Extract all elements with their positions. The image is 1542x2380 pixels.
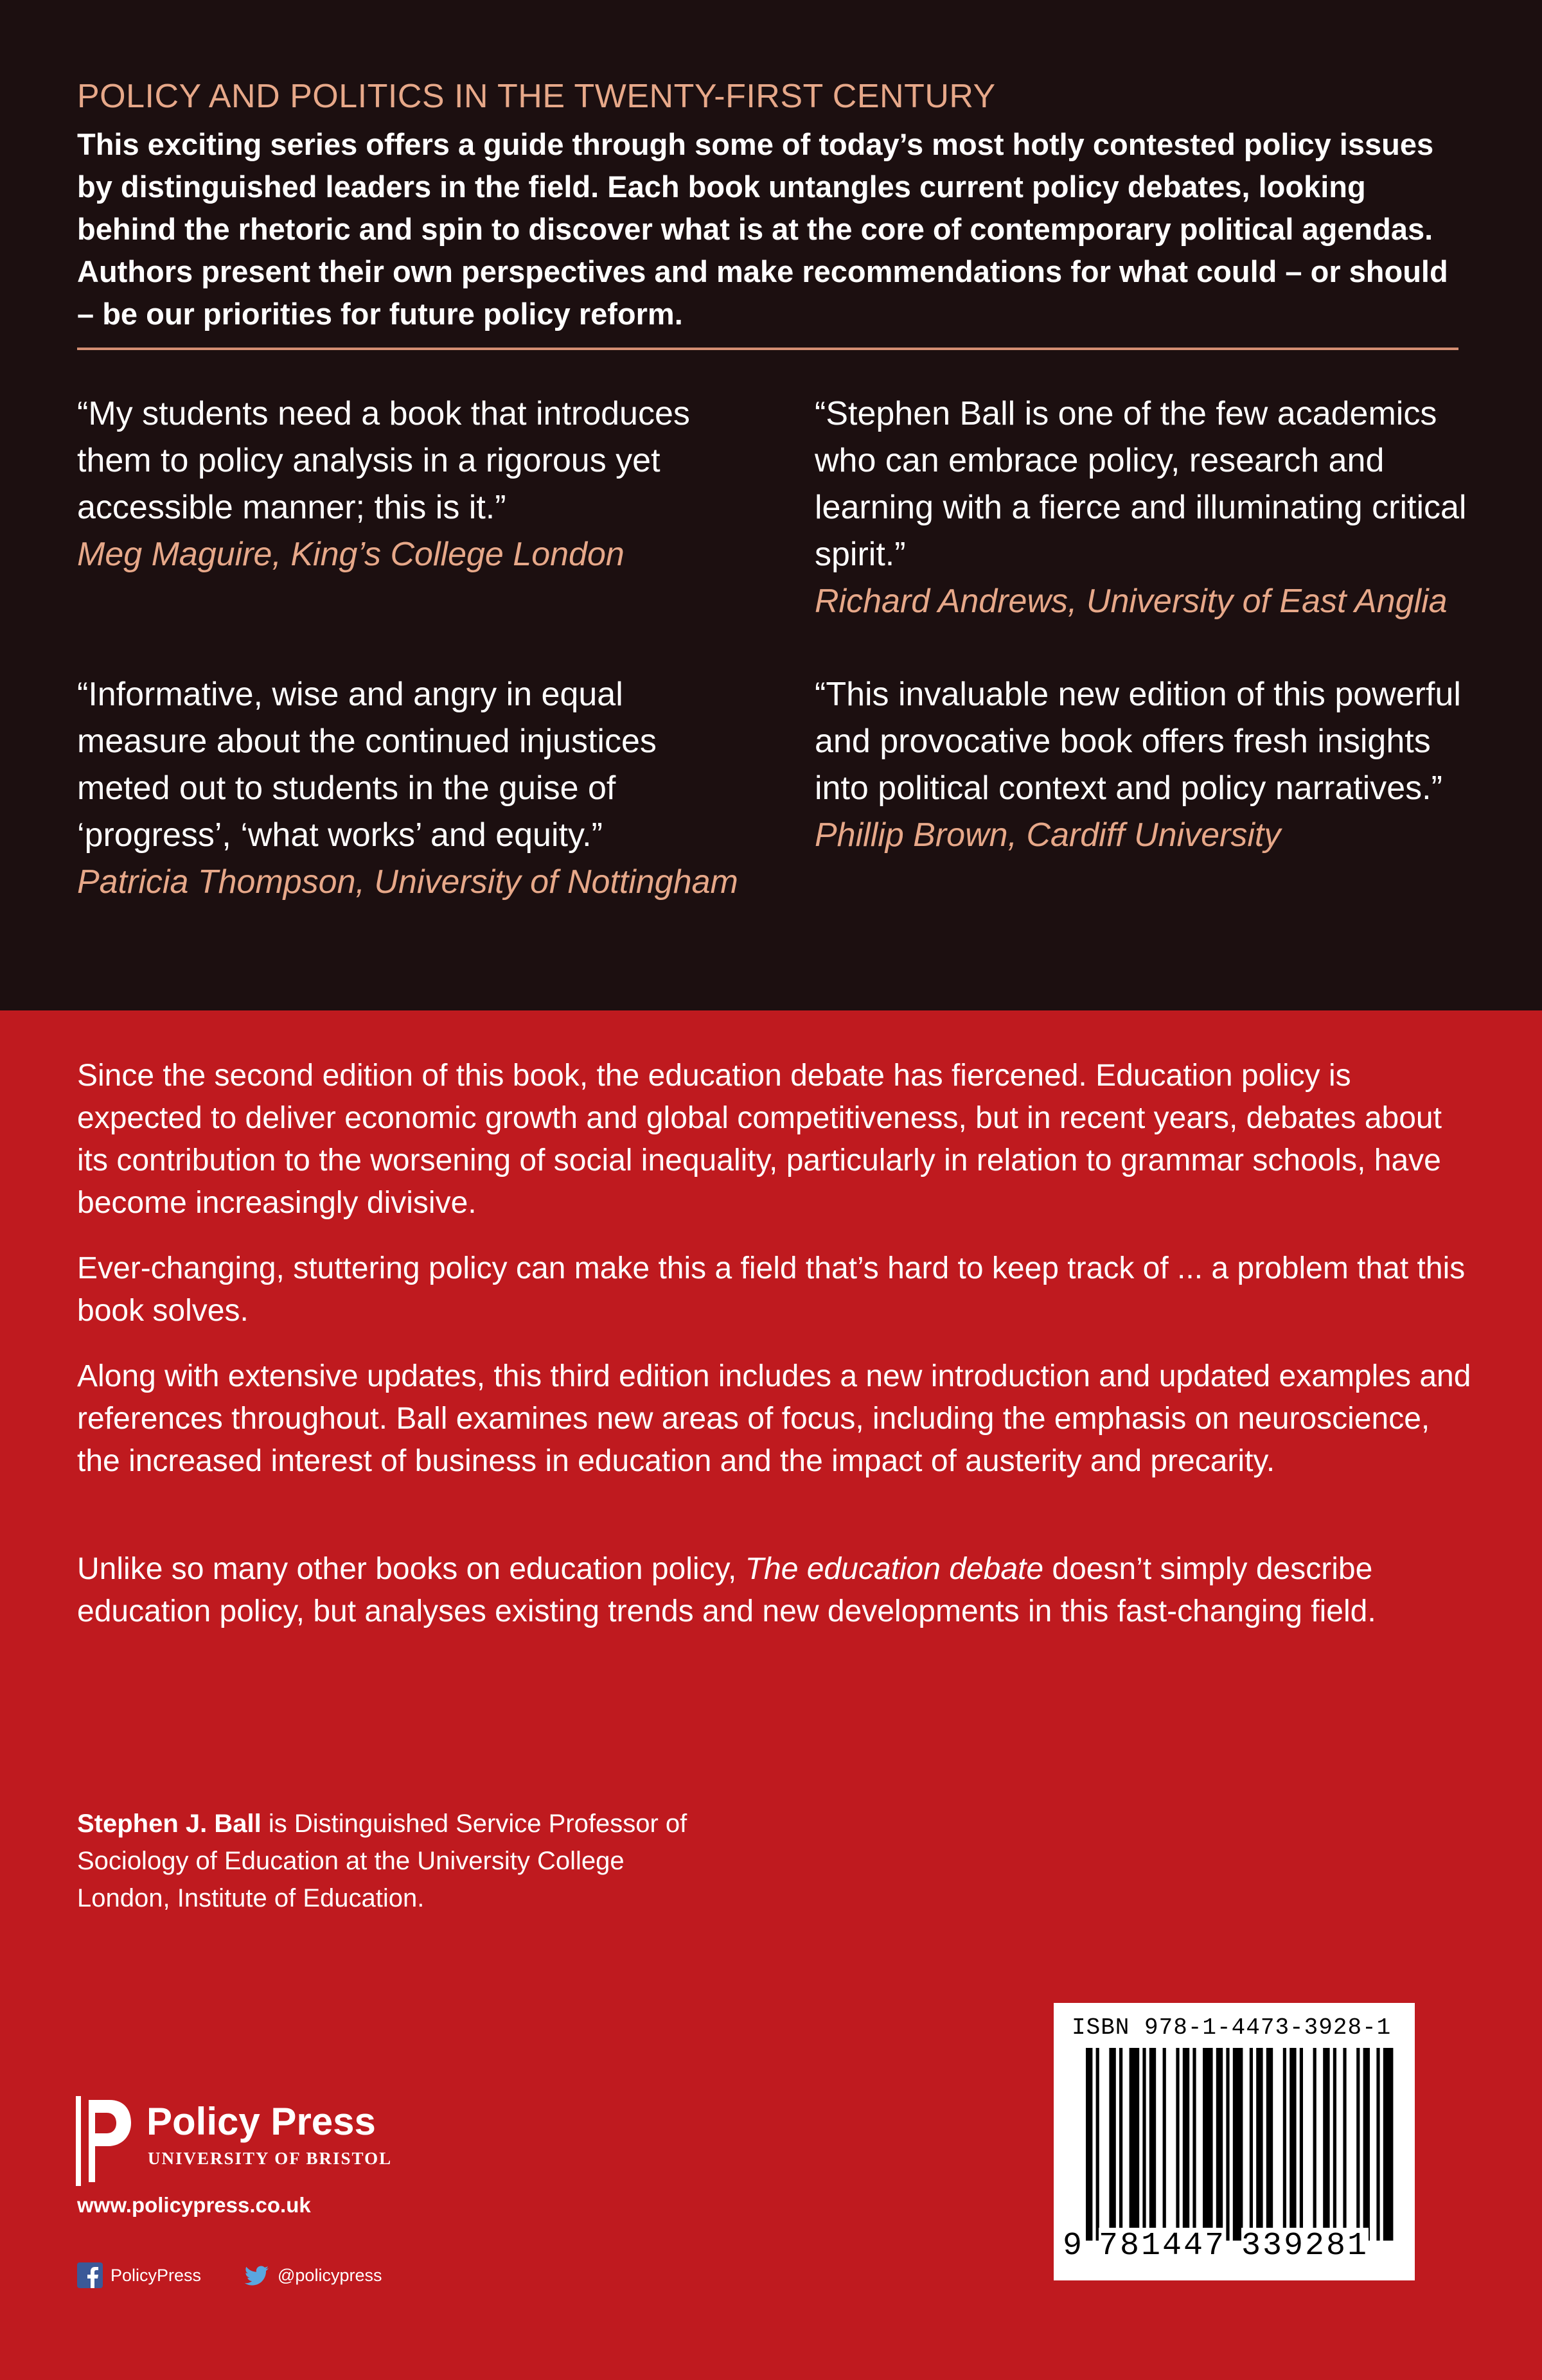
- twitter-link[interactable]: [244, 2261, 382, 2289]
- quote-text: “Stephen Ball is one of the few academics who can embrace policy, research and learning with a fierce and illuminating critical spirit.”: [815, 395, 1467, 573]
- barcode-bar: [1149, 2048, 1156, 2241]
- quote-text: “My students need a book that introduces them to policy analysis in a rigorous yet accessible manner; this is it.”: [77, 395, 690, 526]
- quote-attribution: Phillip Brown, Cardiff University: [815, 816, 1281, 854]
- endorsement-quote: [815, 671, 1476, 859]
- barcode-bar: [1183, 2048, 1189, 2241]
- barcode-bar: [1283, 2048, 1286, 2241]
- barcode-bar: [1363, 2048, 1370, 2241]
- barcode-bar: [1130, 2048, 1140, 2241]
- barcode-bar: [1192, 2048, 1196, 2241]
- quote-attribution: Meg Maguire, King’s College London: [77, 536, 625, 573]
- barcode-bar: [1300, 2048, 1303, 2241]
- author-description: is Distinguished Service Professor of Sociology of Education at the University College London, Institute of Education.: [77, 1810, 687, 1912]
- barcode-bar: [1163, 2048, 1166, 2241]
- quote-text: “Informative, wise and angry in equal measure about the continued injustices meted out to students in the guise of ‘progress’, ‘what works’ and equity.”: [77, 676, 657, 854]
- barcode-digits-left: 781447: [1099, 2228, 1227, 2264]
- book-title: The education debate: [745, 1552, 1044, 1586]
- isbn-label: ISBN 978-1-4473-3928-1: [1072, 2014, 1392, 2041]
- facebook-link[interactable]: [77, 2261, 201, 2289]
- barcode-bar: [1289, 2048, 1296, 2241]
- endorsement-quote: [815, 391, 1476, 625]
- barcode-bar: [1266, 2048, 1273, 2241]
- facebook-handle: PolicyPress: [111, 2265, 202, 2285]
- quote-attribution: Richard Andrews, University of East Anglia: [815, 583, 1448, 620]
- twitter-icon: [244, 2262, 270, 2288]
- barcode-bar: [1256, 2048, 1263, 2241]
- barcode-bar: [1096, 2048, 1099, 2241]
- author-name: Stephen J. Ball: [77, 1810, 261, 1838]
- barcode-bar: [1323, 2048, 1329, 2241]
- barcode-bar: [1313, 2048, 1316, 2241]
- barcode-bar: [1383, 2048, 1394, 2241]
- divider: [77, 348, 1458, 350]
- quote-attribution: Patricia Thompson, University of Nottingham: [77, 863, 738, 901]
- blurb-paragraph: [77, 1548, 1478, 1633]
- barcode-bars: [1067, 2048, 1402, 2241]
- blurb-text: Unlike so many other books on education policy,: [77, 1552, 745, 1586]
- barcode-bar: [1226, 2048, 1229, 2241]
- publisher-website-link[interactable]: www.policypress.co.uk: [77, 2193, 311, 2217]
- series-title: POLICY AND POLITICS IN THE TWENTY-FIRST CENTURY: [77, 78, 996, 115]
- publisher-subtitle: UNIVERSITY OF BRISTOL: [148, 2149, 393, 2168]
- blurb-paragraph: Ever-changing, stuttering policy can make this a field that’s hard to keep track of ... a problem that this book solves.: [77, 1251, 1466, 1328]
- twitter-handle: @policypress: [278, 2265, 382, 2285]
- barcode-bar: [1376, 2048, 1379, 2241]
- barcode-bar: [1216, 2048, 1223, 2241]
- barcode-bar: [1109, 2048, 1115, 2241]
- barcode-bar: [1203, 2048, 1213, 2241]
- endorsement-quote: [77, 671, 739, 906]
- quote-text: “This invaluable new edition of this powerful and provocative book offers fresh insights into political context and policy narratives.”: [815, 676, 1461, 807]
- blurb-paragraph: Since the second edition of this book, the education debate has fiercened. Education policy is expected to deliver economic growth and global competitiveness, but in recent years, debates about its contribution to the worsening of social inequality, particularly in relation to grammar schools, have become increasingly divisive.: [77, 1059, 1442, 1220]
- blurb-text: doesn’t simply describe education policy, but analyses existing trends and new developments in this fast-changing field.: [77, 1552, 1376, 1628]
- series-description: This exciting series offers a guide through some of today’s most hotly contested policy issues by distinguished leaders in the field. Each book untangles current policy debates, looking behind the rhetoric and spin to discover what is at the core of contemporary political agendas. Authors present their own perspectives and make recommendations for what could – or should – be our priorities for future policy reform.: [77, 127, 1448, 331]
- publisher-name: Policy Press: [146, 2100, 376, 2143]
- endorsement-quote: [77, 391, 739, 578]
- barcode-bar: [1250, 2048, 1253, 2241]
- barcode-digits-right: 339281: [1241, 2228, 1369, 2264]
- barcode-bar: [1086, 2048, 1092, 2241]
- barcode-bar: [1176, 2048, 1179, 2241]
- barcode-bar: [1343, 2048, 1346, 2241]
- facebook-icon: [77, 2262, 103, 2288]
- blurb-paragraph: Along with extensive updates, this third edition includes a new introduction and updated examples and references throughout. Ball examines new areas of focus, including the emphasis on neuroscience, the increased interest of business in education and the impact of austerity and precarity.: [77, 1359, 1471, 1478]
- author-bio: [77, 1805, 694, 1917]
- policy-press-logo-icon: [76, 2096, 134, 2186]
- barcode-bar: [1356, 2048, 1360, 2241]
- barcode-bar: [1333, 2048, 1336, 2241]
- barcode-digit-first: 9: [1063, 2228, 1083, 2264]
- barcode-bar: [1233, 2048, 1243, 2241]
- barcode: [1054, 2003, 1415, 2280]
- barcode-bar: [1119, 2048, 1122, 2241]
- barcode-bar: [1142, 2048, 1146, 2241]
